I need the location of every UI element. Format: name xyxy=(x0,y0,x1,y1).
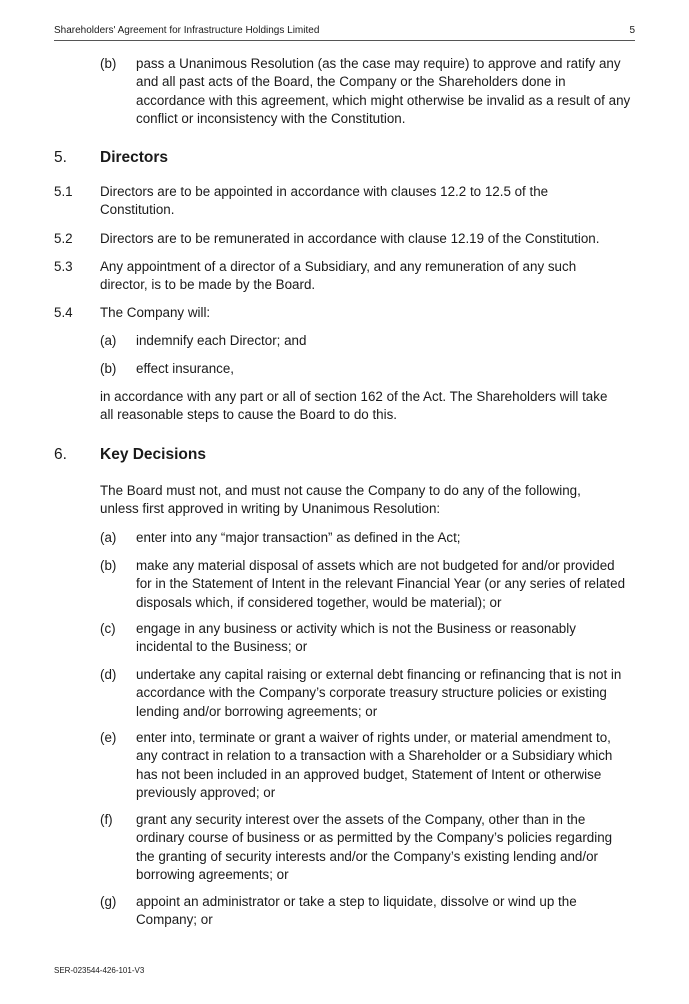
key-decision-g-text: appoint an administrator or take a step to liquidate, dissolve or wind up the Company; or xyxy=(136,894,577,928)
clause-5-3-text: Any appointment of a director of a Subsidiary, and any remuneration of any such director, is to be made by the Board. xyxy=(100,259,577,293)
section-6-number: 6. xyxy=(54,446,67,463)
page-number: 5 xyxy=(629,25,635,36)
clause-5-4-a-label: (a) xyxy=(100,333,117,348)
key-decision-a-label: (a) xyxy=(100,530,117,545)
clause-5-4-number: 5.4 xyxy=(54,305,73,320)
key-decision-e-label: (e) xyxy=(100,730,117,745)
key-decision-c-label: (c) xyxy=(100,621,116,636)
key-decision-d-text: undertake any capital raising or external debt financing or refinancing that is not in accordance with the Company’s corporate treasury structure policies or existing lending and/or borrowing agreements; or xyxy=(136,667,622,719)
document-title: Shareholders' Agreement for Infrastructure Holdings Limited xyxy=(54,25,320,36)
section-5-number: 5. xyxy=(54,149,67,166)
clause-5-3-number: 5.3 xyxy=(54,259,73,274)
key-decision-e-text: enter into, terminate or grant a waiver of rights under, or material amendment to, any contract in relation to a transaction with a Shareholder or a Subsidiary which has not been included in an approved budget, Statement of Intent or otherwise previously approved; or xyxy=(136,730,613,800)
clause-5-4-a-text: indemnify each Director; and xyxy=(136,333,307,348)
key-decision-g-label: (g) xyxy=(100,894,117,909)
key-decision-d-label: (d) xyxy=(100,667,117,682)
clause-5-1-text: Directors are to be appointed in accordance with clauses 12.2 to 12.5 of the Constitution. xyxy=(100,184,549,218)
carryover-label: (b) xyxy=(100,56,117,71)
section-5-title: Directors xyxy=(100,149,169,166)
clause-5-2-text: Directors are to be remunerated in accordance with clause 12.19 of the Constitution. xyxy=(100,231,600,246)
clause-5-4-closing: in accordance with any part or all of section 162 of the Act. The Shareholders will take all reasonable steps to cause the Board to do this. xyxy=(100,389,608,423)
document-reference: SER-023544-426-101-V3 xyxy=(54,966,145,975)
key-decision-f-text: grant any security interest over the assets of the Company, other than in the ordinary course of business or as permitted by the Company’s policies regarding the granting of security interests and/or the Company’s existing lending and/or borrowing agreements; or xyxy=(136,812,613,882)
key-decision-b-text: make any material disposal of assets which are not budgeted for and/or provided for in the Statement of Intent in the relevant Financial Year (or any series of related disposals which, if considered together, would be material); or xyxy=(136,558,626,610)
clause-5-1-number: 5.1 xyxy=(54,184,73,199)
page-header xyxy=(54,22,635,41)
key-decision-b-label: (b) xyxy=(100,558,117,573)
section-6-intro: The Board must not, and must not cause the Company to do any of the following, unless first approved in writing by Unanimous Resolution: xyxy=(100,483,581,517)
clause-5-4-text: The Company will: xyxy=(100,305,211,320)
key-decision-a-text: enter into any “major transaction” as defined in the Act; xyxy=(136,530,461,545)
key-decision-f-label: (f) xyxy=(100,812,113,827)
clause-5-4-b-text: effect insurance, xyxy=(136,361,235,376)
section-6-title: Key Decisions xyxy=(100,446,206,463)
carryover-text: pass a Unanimous Resolution (as the case may require) to approve and ratify any and all past acts of the Board, the Company or the Shareholders done in accordance with this agreement, which might otherwise be invalid as a result of any conflict or inconsistency with the Constitution. xyxy=(136,56,631,126)
clause-5-2-number: 5.2 xyxy=(54,231,73,246)
clause-5-4-b-label: (b) xyxy=(100,361,117,376)
key-decision-c-text: engage in any business or activity which is not the Business or reasonably incidental to the Business; or xyxy=(136,621,576,655)
